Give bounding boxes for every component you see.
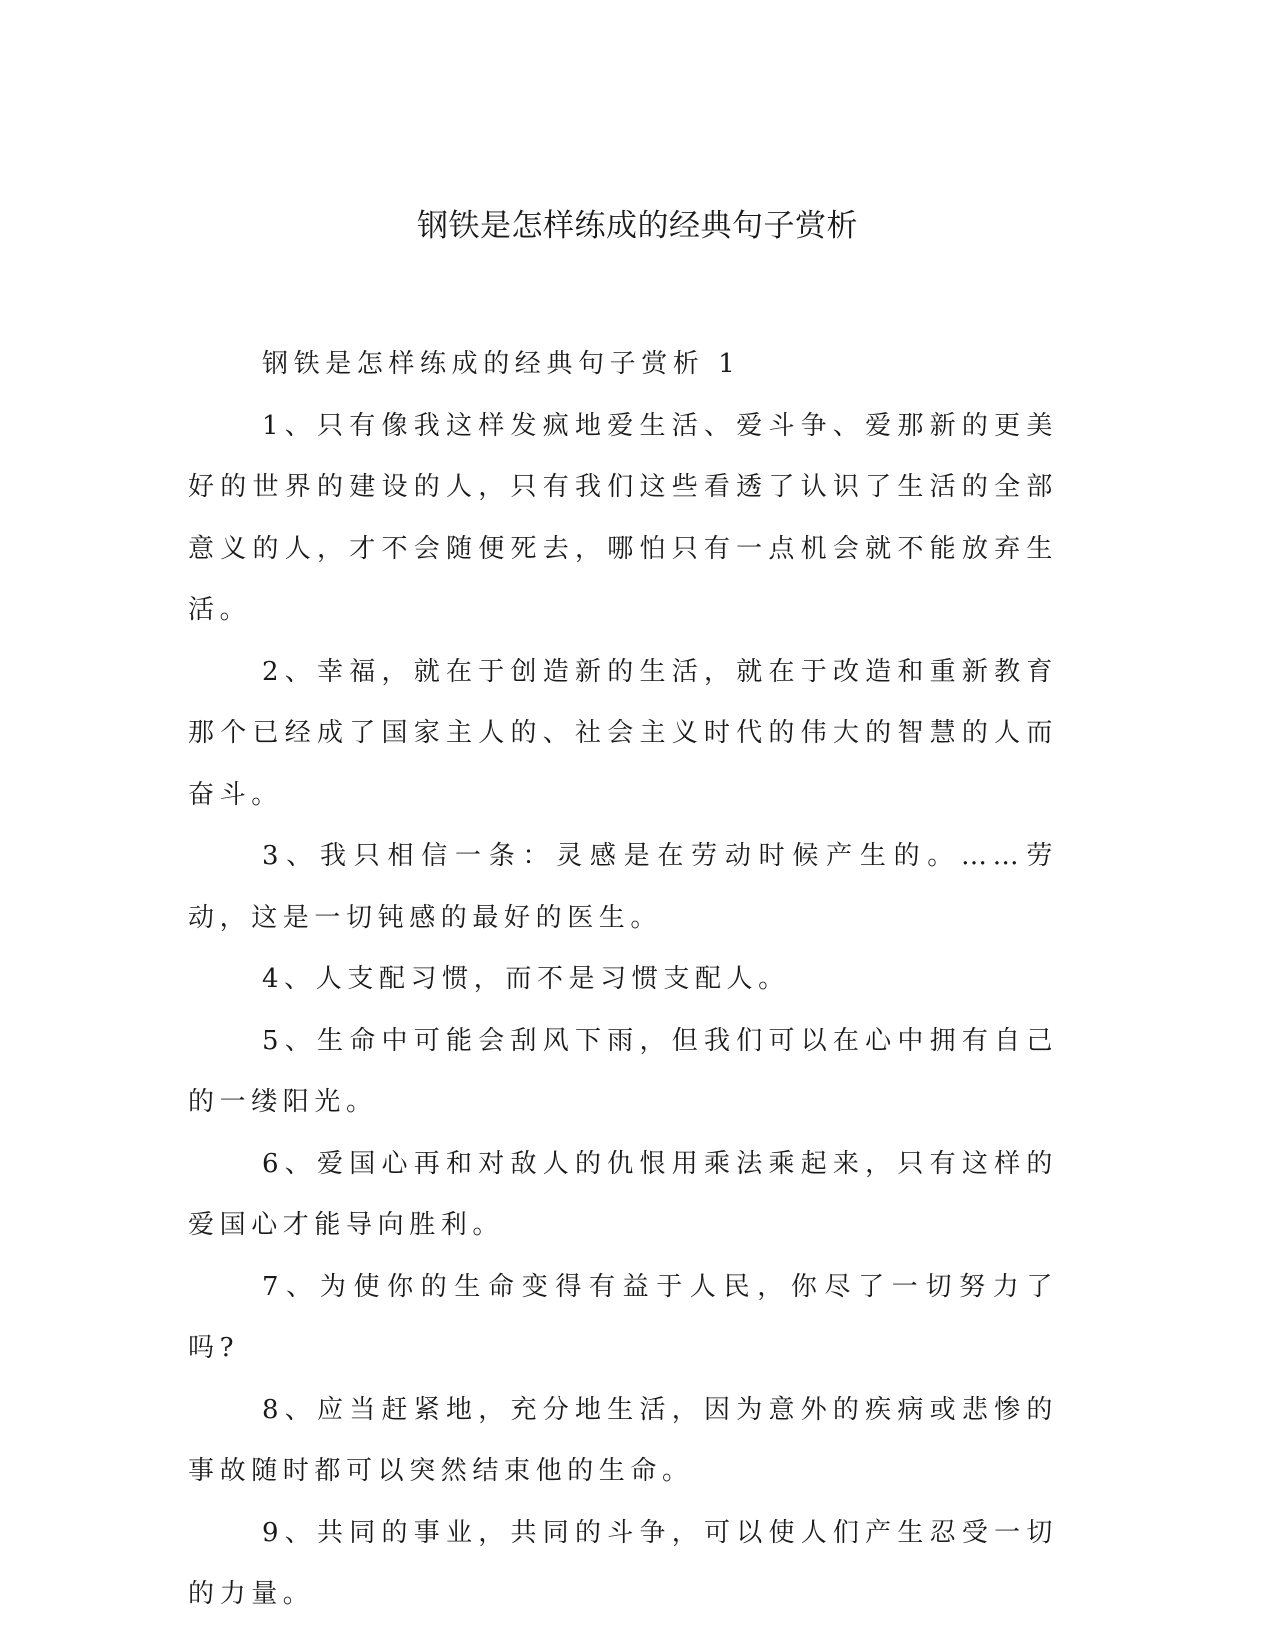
- document-body: [188, 334, 1058, 1626]
- quote-paragraph-5: 5、生命中可能会刮风下雨，但我们可以在心中拥有自己的一缕阳光。: [188, 1025, 1058, 1117]
- section-heading: 钢铁是怎样练成的经典句子赏析 1: [262, 349, 741, 379]
- quote-paragraph-7: 7、为使你的生命变得有益于人民，你尽了一切努力了吗?: [188, 1271, 1058, 1363]
- quote-paragraph-4: 4、人支配习惯，而不是习惯支配人。: [262, 964, 790, 994]
- quote-paragraph-3: 3、我只相信一条：灵感是在劳动时候产生的。……劳动，这是一切钝感的最好的医生。: [188, 841, 1058, 933]
- quote-paragraph-9: 9、共同的事业，共同的斗争，可以使人们产生忍受一切的力量。: [188, 1517, 1058, 1609]
- quote-paragraph-8: 8、应当赶紧地，充分地生活，因为意外的疾病或悲惨的事故随时都可以突然结束他的生命。: [188, 1394, 1058, 1486]
- quote-paragraph-2: 2、幸福，就在于创造新的生活，就在于改造和重新教育那个已经成了国家主人的、社会主义时代的伟大的智慧的人而奋斗。: [188, 656, 1058, 810]
- quote-paragraph-1: 1、只有像我这样发疯地爱生活、爱斗争、爱那新的更美好的世界的建设的人，只有我们这些看透了认识了生活的全部意义的人，才不会随便死去，哪怕只有一点机会就不能放弃生活。: [188, 410, 1058, 625]
- document-title: 钢铁是怎样练成的经典句子赏析: [417, 208, 858, 244]
- quote-paragraph-6: 6、爱国心再和对敌人的仇恨用乘法乘起来，只有这样的爱国心才能导向胜利。: [188, 1148, 1058, 1240]
